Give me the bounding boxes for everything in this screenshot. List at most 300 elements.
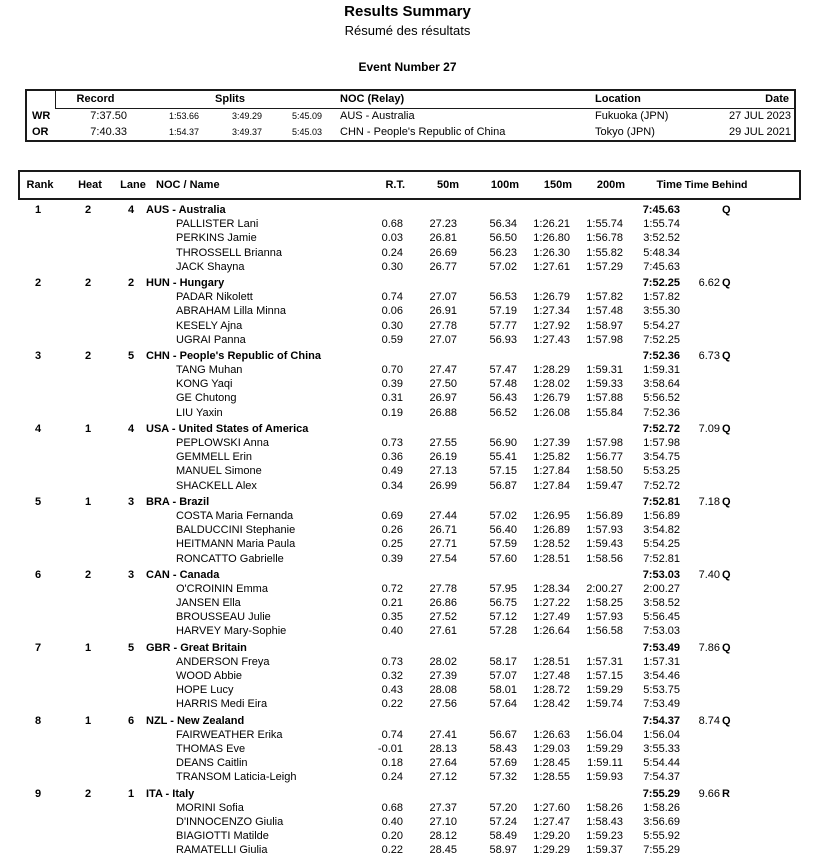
time-behind xyxy=(680,260,720,274)
split-50m-cell: 26.71 xyxy=(429,524,457,537)
swimmer-row xyxy=(18,450,801,464)
record-time: 7:37.50 xyxy=(90,110,127,122)
rank-cell xyxy=(18,552,58,566)
split-150m-cell: 1:27.22 xyxy=(533,597,570,610)
qualification-mark xyxy=(720,770,748,784)
qualification-mark xyxy=(720,260,748,274)
swimmer-row xyxy=(18,509,801,523)
split-150m-cell xyxy=(517,495,570,509)
swimmer-name: GE Chutong xyxy=(176,392,237,405)
time-behind xyxy=(680,829,720,843)
cumulative-time-cell: 1:59.31 xyxy=(643,364,680,377)
records-header-splits: Splits xyxy=(135,91,325,109)
split-50m-cell: 27.64 xyxy=(429,757,457,770)
swimmer-name: WOOD Abbie xyxy=(176,670,243,682)
swimmer-row xyxy=(18,770,801,784)
cumulative-time-cell: 7:45.63 xyxy=(643,260,680,273)
lane-cell: 6 xyxy=(127,714,135,727)
split-50m-cell xyxy=(403,276,457,290)
qualification-mark: Q xyxy=(722,495,731,508)
split-200m-cell: 1:58.25 xyxy=(586,597,623,610)
split-200m-cell: 1:57.88 xyxy=(586,392,623,405)
heat-cell xyxy=(58,304,118,318)
swimmer-name: HOPE Lucy xyxy=(176,684,234,697)
record-split-2: 3:49.29 xyxy=(231,111,262,121)
swimmer-name: ANDERSON Freya xyxy=(176,655,270,668)
heat-cell: 1 xyxy=(84,714,92,727)
split-200m-cell: 1:57.98 xyxy=(586,437,623,449)
swimmer-name: PERKINS Jamie xyxy=(176,232,257,245)
swimmer-row xyxy=(18,829,801,843)
swimmer-name: ABRAHAM Lilla Minna xyxy=(176,305,287,318)
rt-cell xyxy=(348,495,403,509)
team-name: HUN - Hungary xyxy=(146,276,225,289)
rt-cell: 0.25 xyxy=(381,538,403,551)
team-block xyxy=(18,787,801,858)
cumulative-time-cell: 3:58.52 xyxy=(643,597,680,610)
heat-cell: 2 xyxy=(84,349,92,362)
results-body xyxy=(18,203,801,859)
split-100m-cell: 57.24 xyxy=(489,815,517,828)
time-behind xyxy=(680,319,720,333)
cumulative-time-cell: 3:54.82 xyxy=(643,524,680,537)
qualification-mark xyxy=(720,319,748,333)
header-time-behind: Time Behind xyxy=(684,178,748,191)
rt-cell: 0.68 xyxy=(381,801,403,814)
split-100m-cell: 57.28 xyxy=(489,625,517,638)
cumulative-time-cell: 7:53.03 xyxy=(643,625,680,638)
split-100m-cell: 57.77 xyxy=(489,319,517,332)
page-subtitle: Résumé des résultats xyxy=(344,23,471,38)
swimmer-name: THROSSELL Brianna xyxy=(176,246,282,259)
qualification-mark xyxy=(720,582,748,596)
rt-cell: 0.49 xyxy=(381,465,403,478)
cumulative-time-cell: 3:56.69 xyxy=(643,815,680,828)
lane-cell xyxy=(118,304,144,318)
swimmer-name: JANSEN Ella xyxy=(176,597,241,610)
qualification-mark: Q xyxy=(722,204,731,216)
split-100m-cell xyxy=(457,422,517,436)
split-100m-cell: 57.02 xyxy=(489,260,517,273)
heat-cell xyxy=(58,391,118,405)
split-50m-cell: 27.39 xyxy=(429,670,457,682)
qualification-mark xyxy=(720,683,748,697)
time-behind xyxy=(680,610,720,624)
lane-cell xyxy=(118,582,144,596)
rt-cell xyxy=(348,422,403,436)
lane-cell xyxy=(118,260,144,274)
split-150m-cell: 1:27.39 xyxy=(533,437,570,449)
split-100m-cell: 57.19 xyxy=(489,305,517,318)
swimmer-name: MANUEL Simone xyxy=(176,465,262,478)
rt-cell: 0.34 xyxy=(381,479,403,492)
lane-cell: 1 xyxy=(127,787,135,800)
split-150m-cell xyxy=(517,568,570,582)
split-200m-cell: 1:57.98 xyxy=(586,333,623,346)
time-behind xyxy=(680,231,720,245)
lane-cell: 2 xyxy=(127,276,135,289)
heat-cell xyxy=(58,756,118,770)
split-100m-cell: 56.34 xyxy=(489,218,517,231)
time-behind xyxy=(680,450,720,464)
split-150m-cell: 1:26.64 xyxy=(533,625,570,638)
heat-cell xyxy=(58,290,118,304)
split-150m-cell xyxy=(517,422,570,436)
split-50m-cell: 27.56 xyxy=(429,698,457,711)
split-200m-cell: 1:55.82 xyxy=(586,246,623,259)
rt-cell: 0.06 xyxy=(381,305,403,318)
rank-cell: 9 xyxy=(34,787,42,800)
qualification-mark xyxy=(720,290,748,304)
lane-cell: 4 xyxy=(127,422,135,435)
records-header-location: Location xyxy=(587,91,729,109)
qualification-mark xyxy=(720,596,748,610)
lane-cell xyxy=(118,391,144,405)
qualification-mark xyxy=(720,377,748,391)
qualification-mark xyxy=(720,450,748,464)
team-time: 7:52.36 xyxy=(642,349,680,362)
rt-cell: 0.73 xyxy=(381,437,403,449)
heat-cell xyxy=(58,509,118,523)
heat-cell xyxy=(58,843,118,857)
team-name: AUS - Australia xyxy=(146,204,226,216)
cumulative-time-cell: 3:58.64 xyxy=(643,378,680,391)
heat-cell xyxy=(58,333,118,347)
heat-cell xyxy=(58,377,118,391)
swimmer-row xyxy=(18,610,801,624)
split-200m-cell: 1:58.56 xyxy=(586,552,623,565)
split-200m-cell: 1:58.97 xyxy=(586,319,623,332)
swimmer-name: KONG Yaqi xyxy=(176,378,233,391)
rank-cell xyxy=(18,450,58,464)
split-150m-cell: 1:28.51 xyxy=(533,552,570,565)
qualification-mark xyxy=(720,231,748,245)
split-100m-cell: 56.43 xyxy=(489,392,517,405)
heat-cell xyxy=(58,801,118,815)
rt-cell: 0.59 xyxy=(381,333,403,346)
split-50m-cell: 27.61 xyxy=(429,625,457,638)
lane-cell: 3 xyxy=(127,495,135,508)
rt-cell: 0.68 xyxy=(381,218,403,231)
lane-cell xyxy=(118,537,144,551)
lane-cell xyxy=(118,333,144,347)
split-200m-cell: 1:58.43 xyxy=(586,815,623,828)
swimmer-row xyxy=(18,217,801,231)
qualification-mark: Q xyxy=(722,714,731,727)
qualification-mark: Q xyxy=(722,349,731,362)
rank-cell xyxy=(18,770,58,784)
header-200m: 200m xyxy=(596,179,625,191)
split-100m-cell: 56.90 xyxy=(489,437,517,449)
cumulative-time-cell: 7:53.49 xyxy=(643,698,680,711)
team-name: USA - United States of America xyxy=(146,422,309,435)
swimmer-name: DEANS Caitlin xyxy=(176,757,248,770)
lane-cell xyxy=(118,669,144,683)
split-150m-cell xyxy=(517,641,570,655)
heat-cell xyxy=(58,406,118,420)
qualification-mark xyxy=(720,246,748,260)
qualification-mark xyxy=(720,436,748,450)
heat-cell xyxy=(58,655,118,669)
rt-cell xyxy=(348,349,403,363)
lane-cell xyxy=(118,596,144,610)
split-100m-cell: 58.43 xyxy=(489,742,517,755)
cumulative-time-cell: 2:00.27 xyxy=(643,582,680,595)
rt-cell xyxy=(348,714,403,728)
heat-cell: 2 xyxy=(84,204,92,216)
rank-cell xyxy=(18,260,58,274)
rank-cell xyxy=(18,304,58,318)
lane-cell xyxy=(118,552,144,566)
rank-cell xyxy=(18,756,58,770)
team-block xyxy=(18,495,801,566)
time-behind xyxy=(680,756,720,770)
time-behind xyxy=(680,333,720,347)
split-50m-cell: 26.86 xyxy=(429,597,457,610)
rank-cell xyxy=(18,683,58,697)
heat-cell xyxy=(58,683,118,697)
split-50m-cell: 28.45 xyxy=(429,844,457,857)
cumulative-time-cell: 1:56.04 xyxy=(643,728,680,741)
swimmer-name: FAIRWEATHER Erika xyxy=(176,728,283,741)
qualification-mark xyxy=(720,655,748,669)
time-behind: 6.73 xyxy=(698,349,720,362)
split-100m-cell: 57.64 xyxy=(489,698,517,711)
time-behind xyxy=(680,552,720,566)
records-body xyxy=(27,108,794,140)
page-title: Results Summary xyxy=(344,3,471,20)
cumulative-time-cell: 1:57.98 xyxy=(643,437,680,449)
rt-cell: 0.35 xyxy=(381,611,403,624)
swimmer-row xyxy=(18,391,801,405)
lane-cell xyxy=(118,770,144,784)
split-200m-cell: 1:59.33 xyxy=(586,378,623,391)
rank-cell xyxy=(18,436,58,450)
split-150m-cell xyxy=(517,203,570,217)
swimmer-name: O'CROININ Emma xyxy=(176,582,268,595)
split-200m-cell: 1:55.84 xyxy=(586,406,623,419)
rt-cell: 0.26 xyxy=(381,524,403,537)
heat-cell xyxy=(58,829,118,843)
record-row xyxy=(27,108,794,124)
split-150m-cell: 1:28.34 xyxy=(533,582,570,595)
split-50m-cell: 26.69 xyxy=(429,246,457,259)
lane-cell xyxy=(118,377,144,391)
lane-cell xyxy=(118,509,144,523)
split-150m-cell xyxy=(517,787,570,801)
heat-cell: 2 xyxy=(84,568,92,581)
rank-cell xyxy=(18,582,58,596)
split-50m-cell: 27.55 xyxy=(429,437,457,449)
record-row xyxy=(27,124,794,140)
split-200m-cell: 1:57.48 xyxy=(586,305,623,318)
split-50m-cell: 27.71 xyxy=(429,538,457,551)
swimmer-name: JACK Shayna xyxy=(176,260,245,273)
heat-cell: 2 xyxy=(84,787,92,800)
time-behind xyxy=(680,582,720,596)
rt-cell: 0.74 xyxy=(381,291,403,304)
rt-cell: 0.31 xyxy=(381,392,403,405)
rt-cell: 0.32 xyxy=(381,670,403,682)
split-50m-cell xyxy=(403,641,457,655)
split-100m-cell: 56.75 xyxy=(489,597,517,610)
record-noc: AUS - Australia xyxy=(340,110,415,122)
lane-cell xyxy=(118,829,144,843)
rt-cell: 0.03 xyxy=(381,232,403,245)
rank-cell xyxy=(18,290,58,304)
time-behind xyxy=(680,624,720,638)
record-split-1: 1:53.66 xyxy=(168,111,199,121)
split-200m-cell: 1:59.29 xyxy=(586,742,623,755)
swimmer-name: KESELY Ajna xyxy=(176,319,243,332)
record-split-3: 5:45.03 xyxy=(291,127,322,137)
split-200m-cell xyxy=(570,714,623,728)
team-time: 7:52.25 xyxy=(642,276,680,289)
split-50m-cell: 26.97 xyxy=(429,392,457,405)
team-row xyxy=(18,422,801,436)
split-150m-cell: 1:28.52 xyxy=(533,538,570,551)
team-row xyxy=(18,787,801,801)
swimmer-row xyxy=(18,582,801,596)
qualification-mark xyxy=(720,829,748,843)
swimmer-name: THOMAS Eve xyxy=(176,742,246,755)
rank-cell xyxy=(18,509,58,523)
split-150m-cell: 1:28.72 xyxy=(533,684,570,697)
qualification-mark: R xyxy=(722,787,730,800)
qualification-mark xyxy=(720,624,748,638)
split-50m-cell xyxy=(403,787,457,801)
team-time: 7:52.72 xyxy=(642,422,680,435)
split-150m-cell: 1:29.29 xyxy=(533,844,570,857)
rt-cell: 0.21 xyxy=(381,597,403,610)
lane-cell xyxy=(118,246,144,260)
cumulative-time-cell: 5:48.34 xyxy=(643,246,680,259)
qualification-mark xyxy=(720,843,748,857)
header-rank: Rank xyxy=(26,179,54,191)
split-100m-cell xyxy=(457,495,517,509)
swimmer-name: HEITMANN Maria Paula xyxy=(176,538,296,551)
split-50m-cell: 27.50 xyxy=(429,378,457,391)
record-time: 7:40.33 xyxy=(90,126,127,138)
records-header-spacer xyxy=(27,91,55,108)
swimmer-row xyxy=(18,479,801,493)
qualification-mark xyxy=(720,523,748,537)
split-150m-cell: 1:25.82 xyxy=(533,451,570,464)
heat-cell xyxy=(58,523,118,537)
split-150m-cell: 1:29.03 xyxy=(533,742,570,755)
rank-cell xyxy=(18,624,58,638)
swimmer-name: TRANSOM Laticia-Leigh xyxy=(176,771,297,784)
split-100m-cell xyxy=(457,276,517,290)
record-location: Tokyo (JPN) xyxy=(595,126,655,138)
swimmer-row xyxy=(18,552,801,566)
split-100m-cell: 58.97 xyxy=(489,844,517,857)
heat-cell xyxy=(58,770,118,784)
qualification-mark xyxy=(720,697,748,711)
results-header-row xyxy=(18,170,801,200)
split-150m-cell: 1:26.80 xyxy=(533,232,570,245)
qualification-mark: Q xyxy=(722,276,731,289)
split-150m-cell: 1:26.95 xyxy=(533,509,570,522)
swimmer-row xyxy=(18,246,801,260)
lane-cell xyxy=(118,683,144,697)
header-rt: R.T. xyxy=(385,179,405,191)
time-behind xyxy=(680,464,720,478)
time-behind: 7.40 xyxy=(698,568,720,581)
qualification-mark xyxy=(720,815,748,829)
record-date: 29 JUL 2021 xyxy=(729,126,791,138)
rt-cell: 0.20 xyxy=(381,830,403,843)
split-150m-cell: 1:26.21 xyxy=(533,218,570,231)
lane-cell xyxy=(118,728,144,742)
lane-cell xyxy=(118,697,144,711)
time-behind xyxy=(680,246,720,260)
lane-cell xyxy=(118,406,144,420)
swimmer-name: LIU Yaxin xyxy=(176,406,223,419)
split-100m-cell xyxy=(457,203,517,217)
rank-cell xyxy=(18,377,58,391)
time-behind: 9.66 xyxy=(698,787,720,800)
swimmer-name: BALDUCCINI Stephanie xyxy=(176,524,296,537)
team-name: NZL - New Zealand xyxy=(146,714,245,727)
split-200m-cell: 1:56.77 xyxy=(586,451,623,464)
lane-cell: 5 xyxy=(127,349,135,362)
qualification-mark xyxy=(720,304,748,318)
heat-cell xyxy=(58,363,118,377)
team-block xyxy=(18,203,801,274)
header-time: Time xyxy=(656,179,682,191)
split-100m-cell: 57.12 xyxy=(489,611,517,624)
record-noc: CHN - People's Republic of China xyxy=(340,126,506,138)
swimmer-row xyxy=(18,406,801,420)
split-50m-cell: 27.54 xyxy=(429,552,457,565)
heat-cell: 2 xyxy=(84,276,92,289)
time-behind xyxy=(680,728,720,742)
qualification-mark: Q xyxy=(722,422,731,435)
time-behind xyxy=(680,843,720,857)
record-split-1: 1:54.37 xyxy=(168,127,199,137)
team-block xyxy=(18,641,801,712)
rank-cell: 1 xyxy=(34,204,42,216)
split-50m-cell: 26.81 xyxy=(429,232,457,245)
rank-cell: 6 xyxy=(34,568,42,581)
time-behind xyxy=(680,801,720,815)
records-table xyxy=(25,89,796,142)
rt-cell: 0.30 xyxy=(381,319,403,332)
split-200m-cell: 1:55.74 xyxy=(586,218,623,231)
lane-cell xyxy=(118,742,144,756)
split-200m-cell: 1:56.58 xyxy=(586,625,623,638)
split-100m-cell xyxy=(457,641,517,655)
split-150m-cell: 1:27.84 xyxy=(533,465,570,478)
header-heat: Heat xyxy=(78,179,102,191)
heat-cell xyxy=(58,582,118,596)
qualification-mark xyxy=(720,217,748,231)
heat-cell xyxy=(58,246,118,260)
split-150m-cell: 1:28.51 xyxy=(533,655,570,668)
time-behind: 6.62 xyxy=(698,276,720,289)
record-type: WR xyxy=(32,110,51,122)
split-200m-cell: 1:59.43 xyxy=(586,538,623,551)
swimmer-row xyxy=(18,319,801,333)
split-150m-cell: 1:27.92 xyxy=(533,319,570,332)
split-200m-cell: 1:59.29 xyxy=(586,684,623,697)
cumulative-time-cell: 5:53.25 xyxy=(643,465,680,478)
rt-cell: 0.19 xyxy=(381,406,403,419)
rank-cell xyxy=(18,843,58,857)
rt-cell: 0.73 xyxy=(381,655,403,668)
team-time: 7:52.81 xyxy=(642,495,680,508)
